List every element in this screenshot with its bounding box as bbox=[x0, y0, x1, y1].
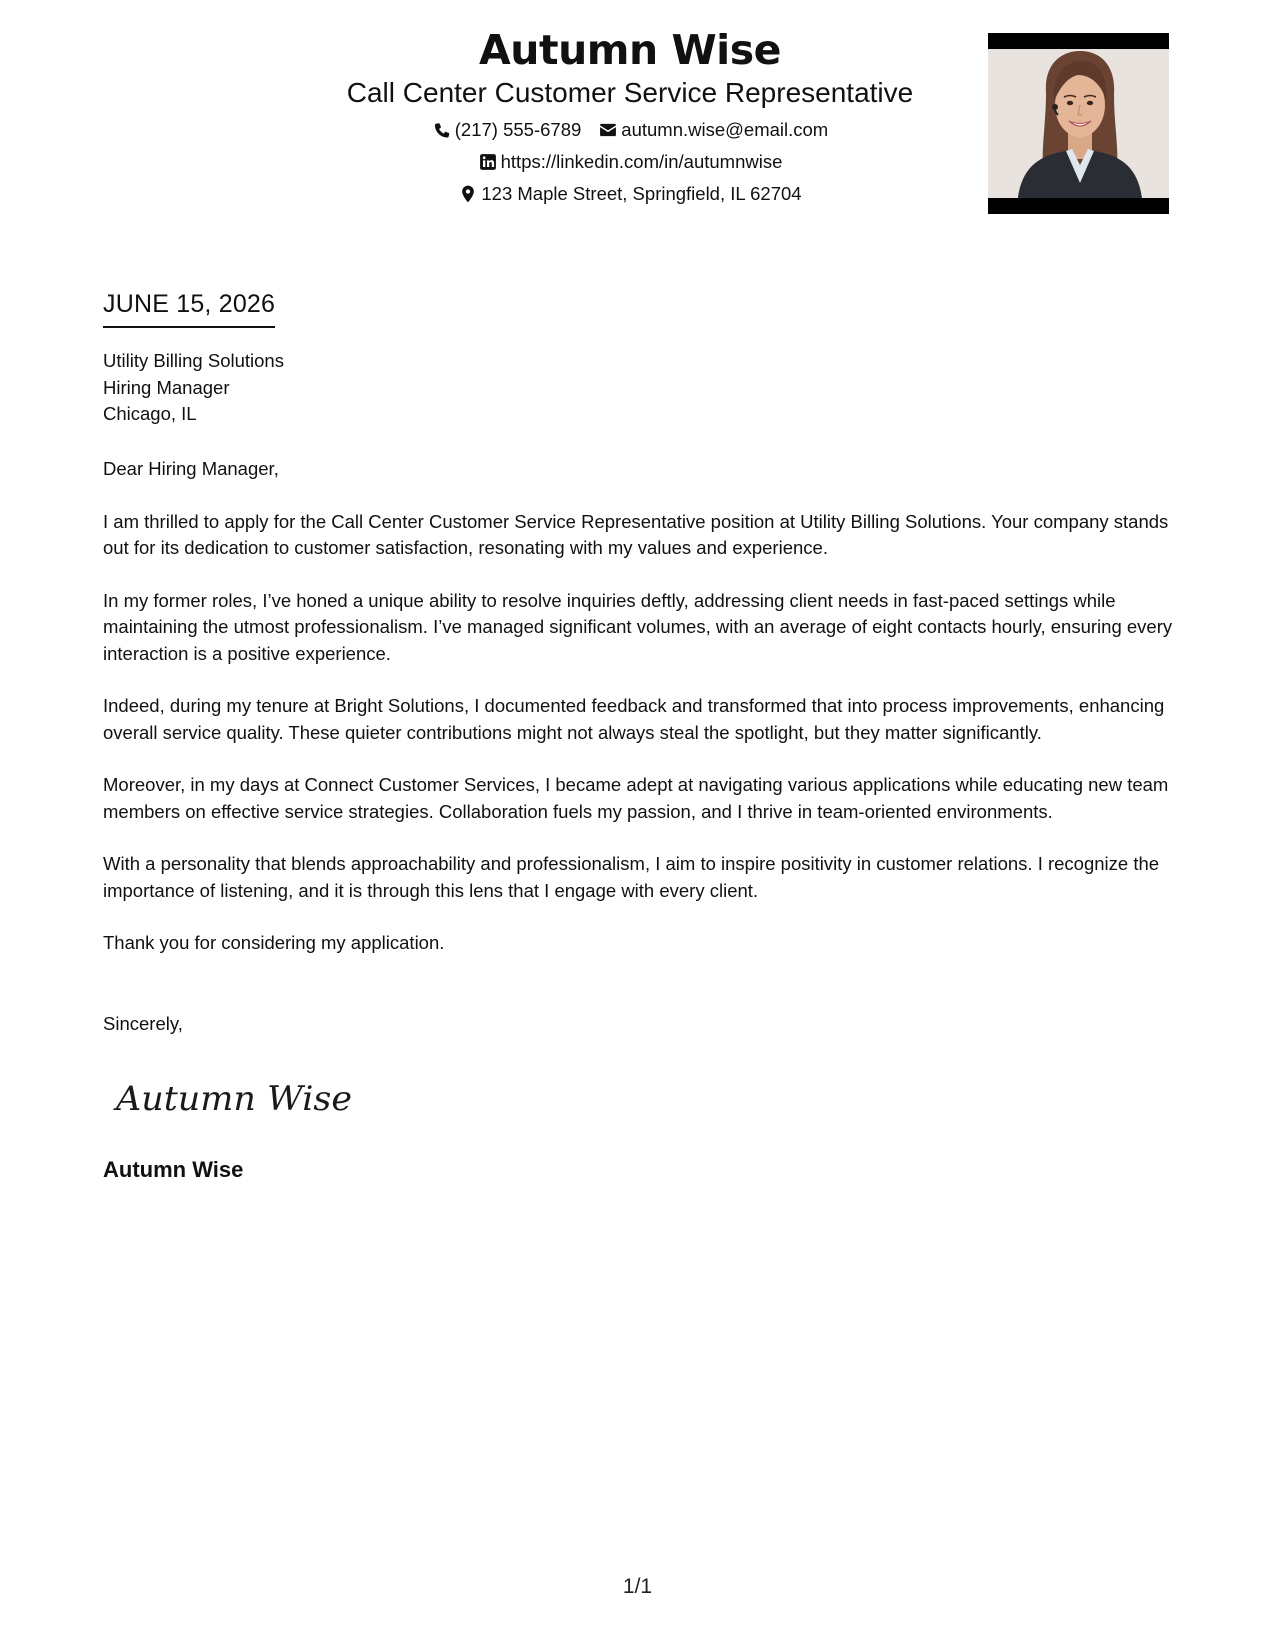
email-text[interactable]: autumn.wise@email.com bbox=[621, 119, 829, 140]
contact-line-address bbox=[258, 178, 1002, 210]
profile-photo-frame bbox=[988, 33, 1169, 214]
paragraph-1: I am thrilled to apply for the Call Center Customer Service Representative position at Utility Billing Solutions. Your company stands out for its dedication to customer satisfaction, resonating with my values and experience. bbox=[103, 510, 1169, 558]
contact-line-linkedin bbox=[258, 146, 1002, 178]
contact-line-phone-email bbox=[258, 114, 1002, 146]
signer-name: Autumn Wise bbox=[103, 1157, 244, 1182]
profile-photo bbox=[988, 49, 1169, 198]
page-number: 1/1 bbox=[622, 1575, 653, 1598]
recipient-block bbox=[103, 348, 284, 428]
closing: Sincerely, bbox=[103, 1013, 183, 1034]
linkedin-contact[interactable] bbox=[478, 146, 783, 178]
map-pin-icon bbox=[458, 184, 478, 204]
header bbox=[258, 24, 1002, 210]
phone-text: (217) 555-6789 bbox=[454, 119, 582, 140]
paragraph-2: In my former roles, I’ve honed a unique ability to resolve inquiries deftly, addressing client needs in fast-paced settings while maintaining the utmost professionalism. I’ve managed significant volumes, with an average of eight contacts hourly, ensuring every interaction is a positive experience. bbox=[103, 589, 1173, 664]
letter-date: JUNE 15, 2026 bbox=[103, 289, 275, 328]
paragraph-6: Thank you for considering my application. bbox=[103, 932, 445, 953]
address-text: 123 Maple Street, Springfield, IL 62704 bbox=[481, 183, 802, 204]
signature-script: Autumn Wise bbox=[112, 1079, 352, 1119]
address-contact bbox=[458, 178, 801, 210]
paragraph-5: With a personality that blends approachability and professionalism, I aim to inspire positivity in customer relations. I recognize the importance of listening, and it is through this lens that I engage with every client. bbox=[103, 853, 1160, 901]
linkedin-icon bbox=[478, 152, 498, 172]
paragraph-3: Indeed, during my tenure at Bright Solutions, I documented feedback and transformed that into process improvements, enhancing overall service quality. These quieter contributions might not always steal the spotlight, but they matter significantly. bbox=[103, 695, 1165, 743]
applicant-name: Autumn Wise bbox=[479, 26, 781, 74]
phone-icon bbox=[432, 120, 452, 140]
recipient-location: Chicago, IL bbox=[103, 403, 197, 424]
phone-contact bbox=[432, 114, 582, 146]
salutation: Dear Hiring Manager, bbox=[103, 458, 279, 479]
handwritten-signature bbox=[112, 1068, 362, 1128]
paragraph-4: Moreover, in my days at Connect Customer Services, I became adept at navigating various applications while educating new team members on effective service strategies. Collaboration fuels my passion, and I thrive in team-oriented environments. bbox=[103, 774, 1169, 822]
envelope-icon bbox=[598, 120, 618, 140]
recipient-title: Hiring Manager bbox=[103, 376, 230, 398]
letter-body bbox=[103, 456, 1183, 983]
email-contact[interactable] bbox=[598, 114, 828, 146]
recipient-company: Utility Billing Solutions bbox=[103, 350, 284, 371]
linkedin-url[interactable]: https://linkedin.com/in/autumnwise bbox=[500, 151, 783, 172]
applicant-role: Call Center Customer Service Representative bbox=[346, 77, 914, 108]
